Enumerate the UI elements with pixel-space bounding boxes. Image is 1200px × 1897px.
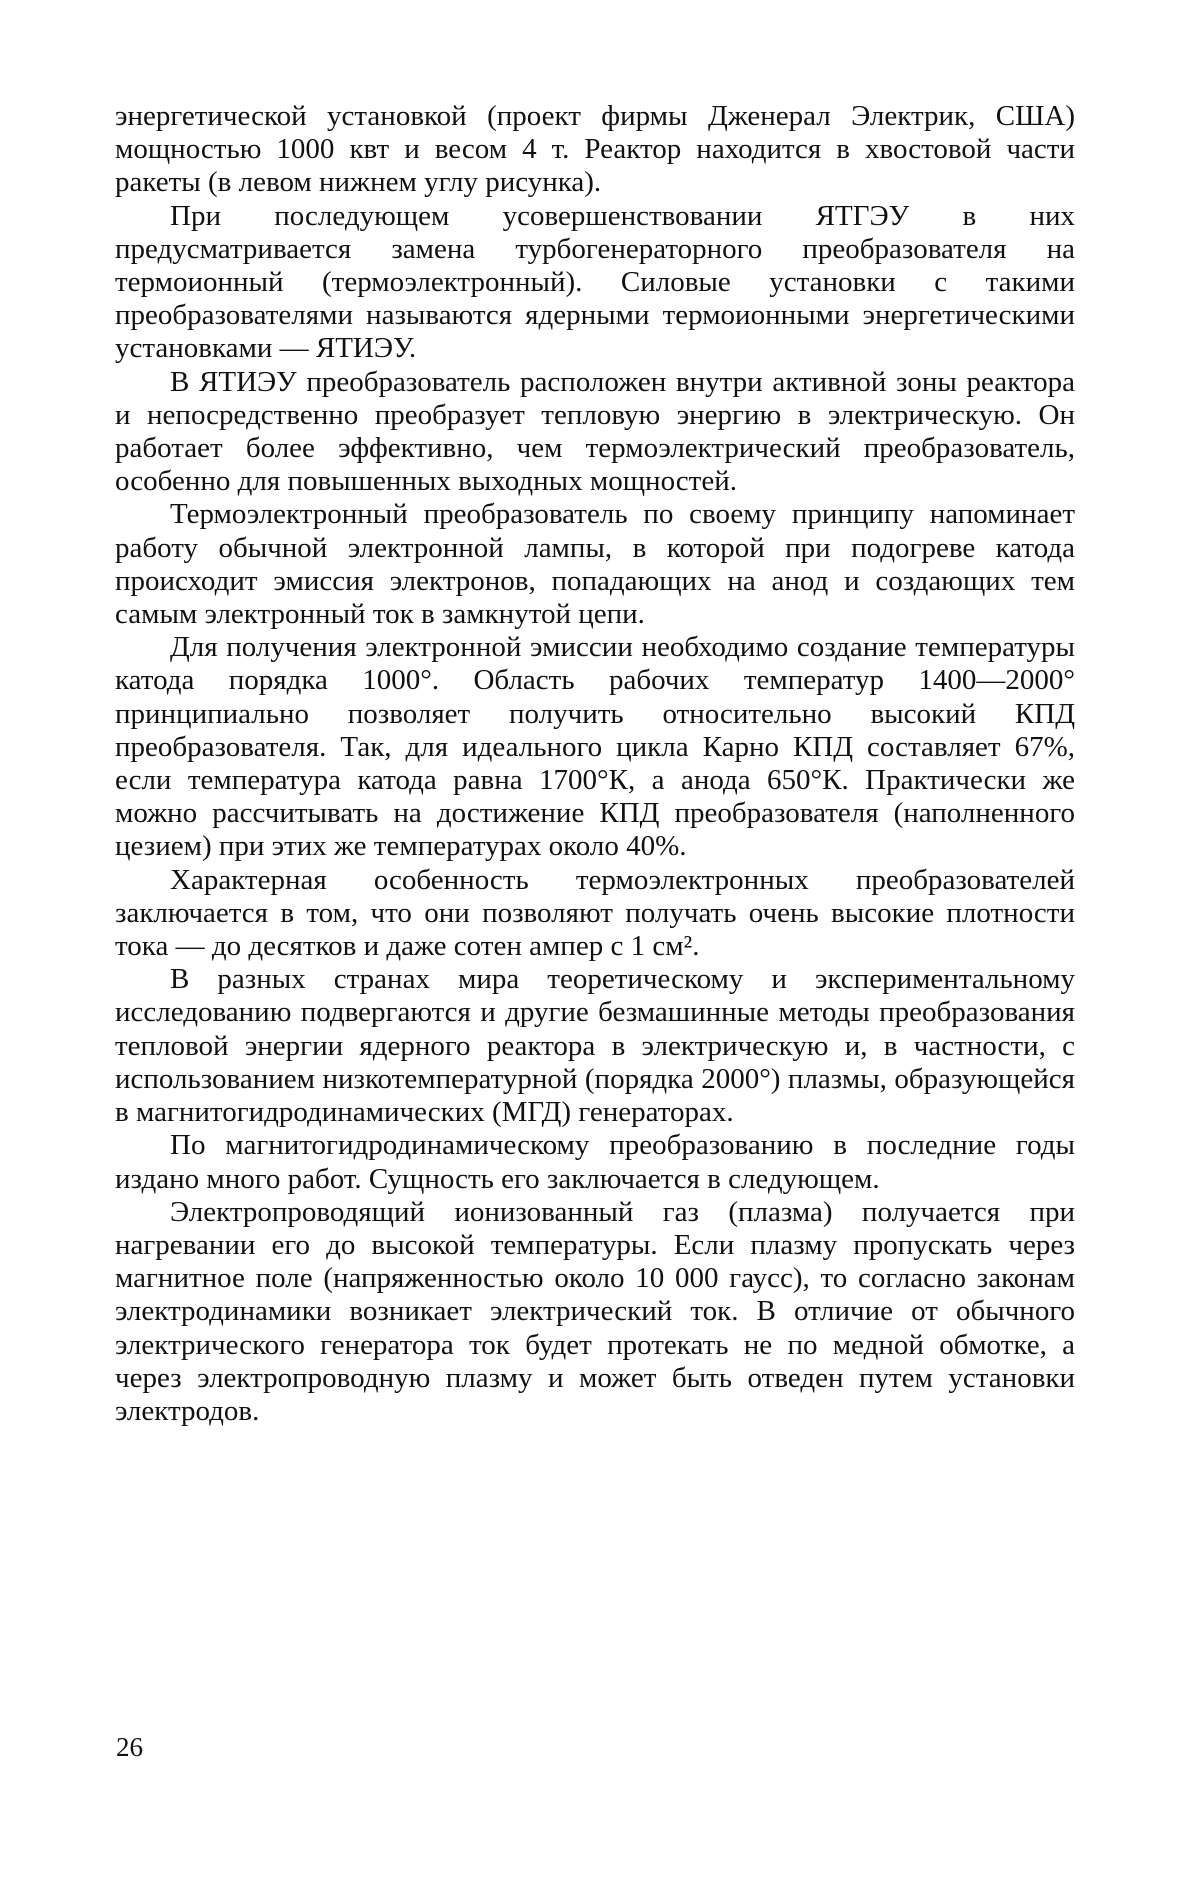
- page-number: 26: [116, 1732, 143, 1762]
- paragraph-2: При последующем усовершенствовании ЯТГЭУ в них предусматривается замена турбогенераторного преобразователя на термоионный (термоэлектронный). Силовые установки с такими преобразователями называются ядерными термоионными энергетическими установками — ЯТИЭУ.: [115, 199, 1075, 365]
- paragraph-5: Для получения электронной эмиссии необходимо создание температуры катода порядка 1000°. Область рабочих температур 1400—2000° принципиально позволяет получить относительно высокий КПД преобразователя. Так, для идеального цикла Карно КПД составляет 67%, если температура катода равна 1700°К, а анода 650°К. Практически же можно рассчитывать на достижение КПД преобразователя (наполненного цезием) при этих же температурах около 40%.: [115, 631, 1075, 863]
- paragraph-9: Электропроводящий ионизованный газ (плазма) получается при нагревании его до высокой температуры. Если плазму пропускать через магнитное поле (напряженностью около 10 000 гаусс), то согласно законам электродинамики возникает электрический ток. В отличие от обычного электрического генератора ток будет протекать не по медной обмотке, а через электропроводную плазму и может быть отведен путем установки электродов.: [115, 1195, 1075, 1427]
- paragraph-7: В разных странах мира теоретическому и экспериментальному исследованию подвергаются и другие безмашинные методы преобразования тепловой энергии ядерного реактора в электрическую и, в частности, с использованием низкотемпературной (порядка 2000°) плазмы, образующейся в магнитогидродинамических (МГД) генераторах.: [115, 963, 1075, 1129]
- paragraph-8: По магнитогидродинамическому преобразованию в последние годы издано много работ. Сущность его заключается в следующем.: [115, 1129, 1075, 1195]
- paragraph-3: В ЯТИЭУ преобразователь расположен внутри активной зоны реактора и непосредственно преобразует тепловую энергию в электрическую. Он работает более эффективно, чем термоэлектрический преобразователь, особенно для повышенных выходных мощностей.: [115, 365, 1075, 498]
- paragraph-4: Термоэлектронный преобразователь по своему принципу напоминает работу обычной электронной лампы, в которой при подогреве катода происходит эмиссия электронов, попадающих на анод и создающих тем самым электронный ток в замкнутой цепи.: [115, 498, 1075, 631]
- paragraph-6: Характерная особенность термоэлектронных преобразователей заключается в том, что они позволяют получать очень высокие плотности тока — до десятков и даже сотен ампер с 1 см².: [115, 863, 1075, 963]
- body-text: [115, 100, 1075, 1428]
- paragraph-1: энергетической установкой (проект фирмы Дженерал Электрик, США) мощностью 1000 квт и весом 4 т. Реактор находится в хвостовой части ракеты (в левом нижнем углу рисунка).: [115, 100, 1075, 199]
